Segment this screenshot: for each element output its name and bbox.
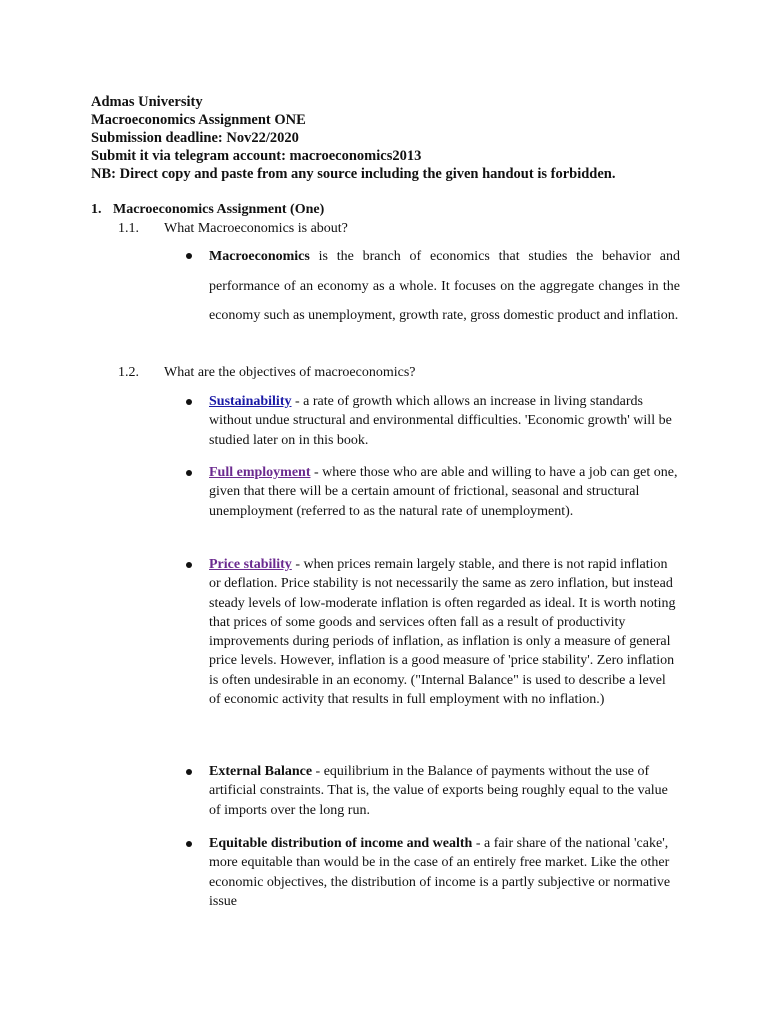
bullet-icon <box>186 253 192 259</box>
price-stability-link[interactable]: Price stability <box>209 557 292 572</box>
definition-text: is the branch of economics that studies the behavior and performance of an economy as a whole. It focuses on the aggregate changes in the economy such as unemployment, growth rate, gross domestic product and inflation. <box>209 249 680 323</box>
objective-description: - equilibrium in the Balance of payments without the use of artificial constraints. That is, the value of exports being roughly equal to the value of imports over the long run. <box>209 764 668 818</box>
question-number: 1.2. <box>118 365 139 380</box>
objective-text <box>209 392 680 450</box>
assignment-title: Macroeconomics Assignment ONE <box>91 112 306 128</box>
question-number: 1.1. <box>118 221 139 236</box>
objective-text <box>209 762 680 820</box>
bullet-icon <box>186 470 192 476</box>
answer-text <box>209 242 680 331</box>
section-heading <box>91 201 324 219</box>
university-name: Admas University <box>91 94 203 110</box>
objective-external-balance <box>186 762 680 820</box>
submission-deadline: Submission deadline: Nov22/2020 <box>91 130 299 146</box>
term-external-balance: External Balance <box>209 764 313 779</box>
objective-sustainability <box>186 392 680 450</box>
objective-description: - a rate of growth which allows an increase in living standards without undue structural and environmental difficulties. 'Economic growth' will be studied later on in this book. <box>209 394 672 448</box>
submission-instructions: Submit it via telegram account: macroeconomics2013 <box>91 148 422 164</box>
bullet-icon <box>186 399 192 405</box>
bullet-icon <box>186 841 192 847</box>
answer-macroeconomics <box>186 242 680 331</box>
objective-text <box>209 555 680 709</box>
section-title: Macroeconomics Assignment (One) <box>113 202 325 217</box>
plagiarism-note: NB: Direct copy and paste from any source including the given handout is forbidden. <box>91 166 616 182</box>
bullet-icon <box>186 769 192 775</box>
question-text: What are the objectives of macroeconomics? <box>164 365 416 380</box>
objective-text <box>209 834 680 911</box>
section-number: 1. <box>91 202 102 217</box>
term-equitable-distribution: Equitable distribution of income and wealth <box>209 836 473 851</box>
sustainability-link[interactable]: Sustainability <box>209 394 292 409</box>
objective-description: - where those who are able and willing to have a job can get one, given that there will be a certain amount of frictional, seasonal and structural unemployment (referred to as the natural rate of unemployment). <box>209 465 678 519</box>
objective-equitable-distribution <box>186 834 680 911</box>
objective-text <box>209 463 680 521</box>
term-macroeconomics: Macroeconomics <box>209 249 310 264</box>
question-1-2 <box>118 364 416 382</box>
full-employment-link[interactable]: Full employment <box>209 465 311 480</box>
bullet-icon <box>186 562 192 568</box>
objective-description: - a fair share of the national 'cake', more equitable than would be in the case of an entirely free market. Like the other economic objectives, the distribution of income is a partly subjective or normative issue <box>209 836 671 909</box>
objective-full-employment <box>186 463 680 521</box>
objective-price-stability <box>186 555 680 709</box>
objective-description: - when prices remain largely stable, and there is not rapid inflation or deflation. Price stability is not necessarily the same as zero inflation, but instead steady levels of low-moderate inflation is often regarded as ideal. It is worth noting that prices of some goods and services often fall as a result of productivity improvements during periods of inflation, as inflation is only a measure of general price levels. However, inflation is a good measure of 'price stability'. Zero inflation is often undesirable in an economy. ("Internal Balance" is used to describe a level of economic activity that results in full employment with no inflation.) <box>209 557 676 708</box>
question-1-1 <box>118 220 348 238</box>
question-text: What Macroeconomics is about? <box>164 221 348 236</box>
document-header <box>91 93 731 183</box>
